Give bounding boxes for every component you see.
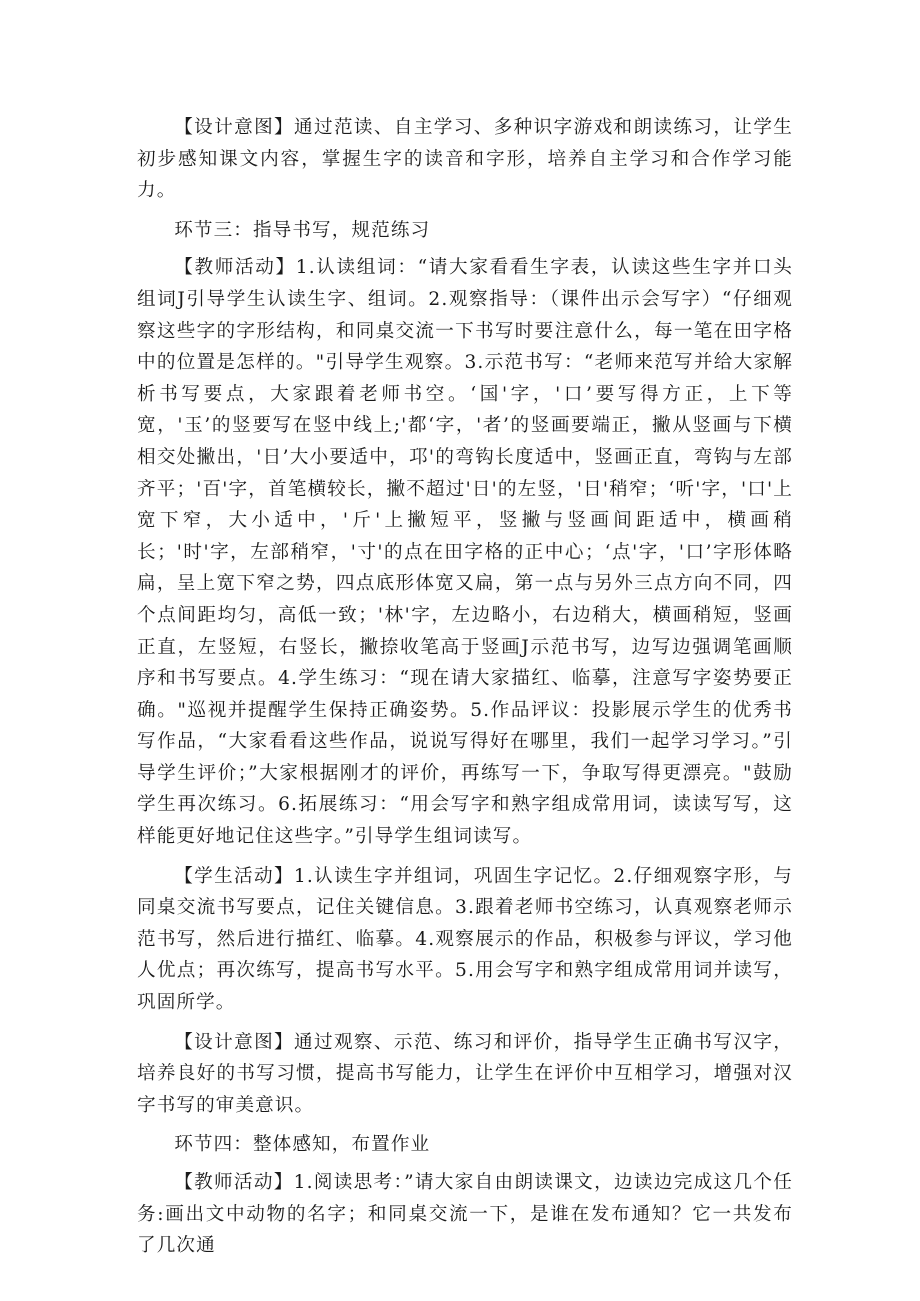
section-3-design-intent (137, 1027, 793, 1122)
section-4-teacher-activity (137, 1167, 793, 1262)
document-page (137, 112, 793, 1262)
teacher-activity-text: 1.阅读思考：”请大家自由朗读课文，边读边完成这几个任务:画出文中动物的名字；和同桌交流一下，是谁在发布通知？它一共发布了几次通 (137, 1172, 793, 1257)
design-intent-tag: 【设计意图】 (174, 117, 295, 138)
teacher-activity-tag: 【教师活动】 (174, 257, 296, 279)
design-intent-tag: 【设计意图】 (174, 1031, 295, 1053)
design-intent-text: 通过范读、自主学习、多种识字游戏和朗读练习，让学生初步感知课文内容，掌握生字的读音和字形，培养自主学习和合作学习能力。 (137, 117, 793, 202)
design-intent-text: 通过观察、示范、练习和评价，指导学生正确书写汉字，培养良好的书写习惯，提高书写能力，让学生在评价中互相学习，增强对汉字书写的审美意识。 (137, 1031, 793, 1116)
section-3-heading: 环节三：指导书写，规范练习 (174, 219, 431, 241)
teacher-activity-text: 1.认读组词：“请大家看看生字表，认读这些生字并口头组词J引导学生认读生字、组词。2.观察指导：（课件出示会写字）“仔细观察这些字的字形结构，和同桌交流一下书写时要注意什么，每一笔在田字格中的位置是怎样的。"引导学生观察。3.示范书写：“老师来范写并给大家解析书写要点，大家跟着老师书空。‘国'字，'口’要写得方正，上下等宽，'玉’的竖要写在竖中线上;'都‘字，'者’的竖画要端正，撇从竖画与下横相交处撇出，'日’大小要适中，邛'的弯钩长度适中，竖画正直，弯钩与左部齐平；'百'字，首笔横较长，撇不超过'日'的左竖，'日'稍窄；‘听'字，'口'上宽下窄，大小适中，'斤'上撇短平，竖撇与竖画间距适中，横画稍长；'时'字，左部稍窄，'寸'的点在田字格的正中心；‘点'字，'口’字形体略扁，呈上宽下窄之势，四点底形体宽又扁，第一点与另外三点方向不同，四个点间距均匀，高低一致；'林'字，左边略小，右边稍大，横画稍短，竖画正直，左竖短，右竖长，撇捺收笔高于竖画J示范书写，边写边强调笔画顺序和书写要点。4.学生练习：“现在请大家描红、临摹，注意写字姿势要正确。"巡视并提醒学生保持正确姿势。5.作品评议：投影展示学生的优秀书写作品，“大家看看这些作品，说说写得好在哪里，我们一起学习学习。”引导学生评价；”大家根据刚才的评价，再练写一下，争取写得更漂亮。"鼓励学生再次练习。6.拓展练习：“用会写字和熟字组成常用词，读读写写，这样能更好地记住这些字。”引导学生组词读写。 (137, 257, 793, 848)
section-3-teacher-activity (137, 252, 793, 852)
student-activity-tag: 【学生活动】 (174, 865, 294, 887)
student-activity-text: 1.认读生字并组词，巩固生字记忆。2.仔细观察字形，与同桌交流书写要点，记住关键信息。3.跟着老师书空练习，认真观察老师示范书写，然后进行描红、临摹。4.观察展示的作品，积极参与评议，学习他人优点；再次练写，提高书写水平。5.用会写字和熟字组成常用词并读写，巩固所学。 (137, 865, 793, 1014)
design-intent-paragraph-1 (137, 112, 793, 207)
section-3-student-activity (137, 861, 793, 1019)
teacher-activity-tag: 【教师活动】 (174, 1172, 294, 1193)
section-4-heading: 环节四：整体感知，布置作业 (174, 1134, 431, 1156)
